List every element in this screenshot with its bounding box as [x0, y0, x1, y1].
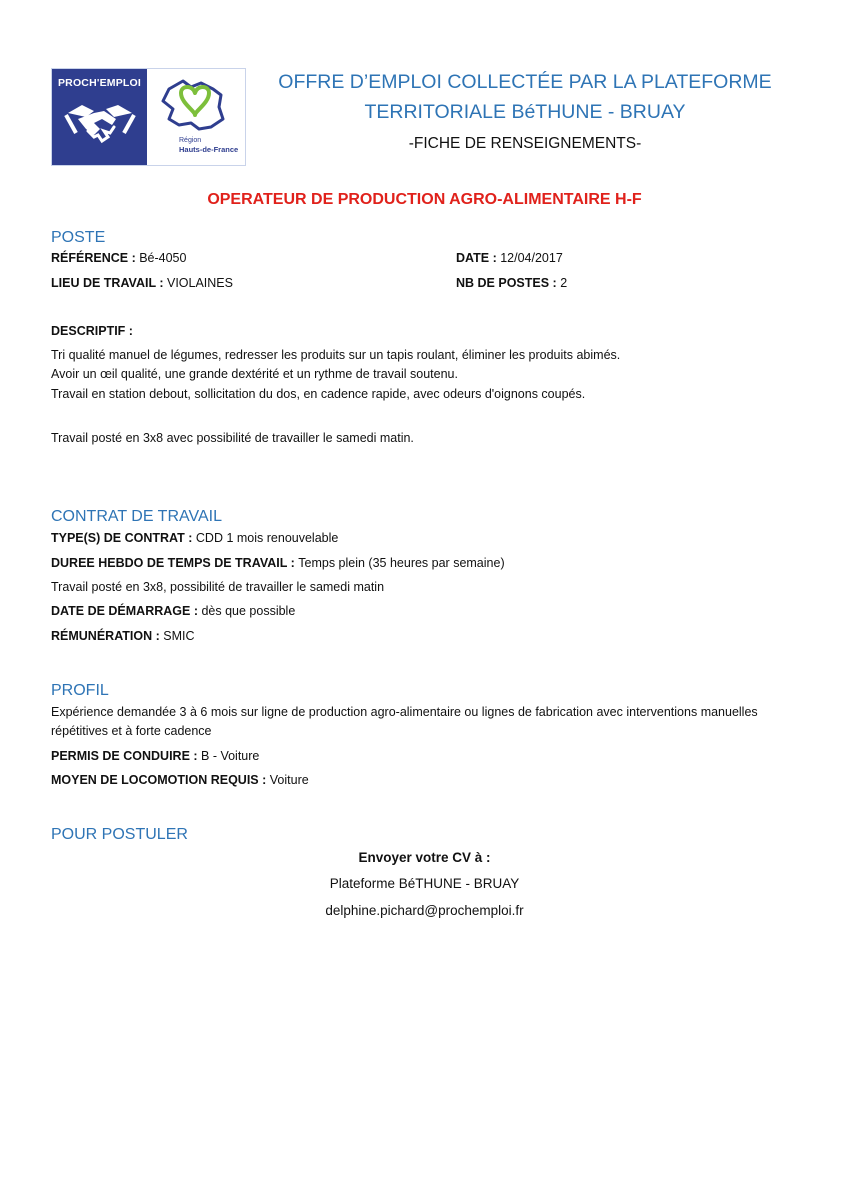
contrat-remuneration-value: SMIC [163, 629, 195, 643]
profil-permis-value: B - Voiture [201, 749, 260, 763]
logo-region-name: Hauts-de-France [179, 145, 239, 154]
contrat-demarrage-value: dès que possible [201, 604, 296, 618]
lieu-label: LIEU DE TRAVAIL : [51, 276, 167, 290]
contrat-type-line [51, 532, 338, 545]
profil-locomotion-line [51, 774, 309, 787]
job-title: OPERATEUR DE PRODUCTION AGRO-ALIMENTAIRE H-F [207, 191, 642, 208]
section-heading-postuler: POUR POSTULER [51, 826, 188, 843]
descriptif-text-1: Tri qualité manuel de légumes, redresser les produits sur un tapis roulant, éliminer les produits abimés. [51, 348, 621, 362]
send-cv-label: Envoyer votre CV à : [358, 850, 491, 865]
lieu-value: VIOLAINES [166, 276, 233, 290]
contrat-note: Travail posté en 3x8, possibilité de travailler le samedi matin [51, 580, 385, 594]
contrat-duree-value: Temps plein (35 heures par semaine) [298, 556, 505, 570]
contrat-duree-line [51, 557, 505, 570]
date-label: DATE : [456, 251, 501, 265]
france-heart-icon [155, 75, 237, 135]
section-heading-contrat: CONTRAT DE TRAVAIL [51, 508, 222, 525]
logo-region-label: Région [179, 137, 202, 144]
logo-region-panel [147, 69, 245, 165]
profil-locomotion-label: MOYEN DE LOCOMOTION REQUIS : [51, 773, 270, 787]
reference-value: Bé-4050 [139, 251, 187, 265]
logo-brand-text: PROCH'EMPLOI [57, 77, 142, 89]
profil-permis-line [51, 750, 259, 763]
date-value: 12/04/2017 [500, 251, 563, 265]
contrat-type-label: TYPE(S) DE CONTRAT : [51, 531, 196, 545]
logo-brand-panel [52, 69, 147, 165]
contrat-demarrage-label: DATE DE DÉMARRAGE : [51, 604, 202, 618]
descriptif-text-2: Avoir un œil qualité, une grande dextérité et un rythme de travail soutenu. [51, 367, 458, 381]
platform-name: Plateforme BéTHUNE - BRUAY [329, 876, 520, 891]
descriptif-text-3: Travail en station debout, sollicitation du dos, en cadence rapide, avec odeurs d'oignons coupés. [51, 387, 586, 401]
contrat-remuneration-label: RÉMUNÉRATION : [51, 629, 164, 643]
descriptif-extra: Travail posté en 3x8 avec possibilité de travailler le samedi matin. [51, 431, 414, 445]
header-title-line1: OFFRE D’EMPLOI COLLECTÉE PAR LA PLATEFORME [278, 71, 772, 93]
contrat-type-value: CDD 1 mois renouvelable [195, 531, 339, 545]
contrat-demarrage-line [51, 605, 295, 618]
reference-label: RÉFÉRENCE : [51, 251, 140, 265]
section-heading-poste: POSTE [51, 229, 106, 246]
prochemploi-logo [51, 68, 246, 166]
section-heading-profil: PROFIL [51, 682, 109, 699]
contact-email-link[interactable]: delphine.pichard@prochemploi.fr [325, 903, 524, 918]
profil-experience-2: répétitives et à forte cadence [51, 724, 212, 738]
nb-postes-label: NB DE POSTES : [456, 276, 561, 290]
lieu-line [51, 277, 233, 290]
header-title-line2: TERRITORIALE BéTHUNE - BRUAY [364, 101, 686, 123]
date-line [456, 252, 563, 265]
nb-postes-value: 2 [560, 276, 568, 290]
profil-experience-1: Expérience demandée 3 à 6 mois sur ligne de production agro-alimentaire ou lignes de fabrication avec interventions manuelles [51, 705, 758, 719]
profil-permis-label: PERMIS DE CONDUIRE : [51, 749, 202, 763]
nb-postes-line [456, 277, 567, 290]
descriptif-line [51, 325, 133, 338]
contrat-remuneration-line [51, 630, 195, 643]
header-subtitle: -FICHE DE RENSEIGNEMENTS- [408, 135, 642, 152]
profil-locomotion-value: Voiture [269, 773, 309, 787]
contrat-duree-label: DUREE HEBDO DE TEMPS DE TRAVAIL : [51, 556, 299, 570]
handshake-icon [64, 95, 136, 155]
reference-line [51, 252, 186, 265]
descriptif-label: DESCRIPTIF : [51, 324, 133, 338]
